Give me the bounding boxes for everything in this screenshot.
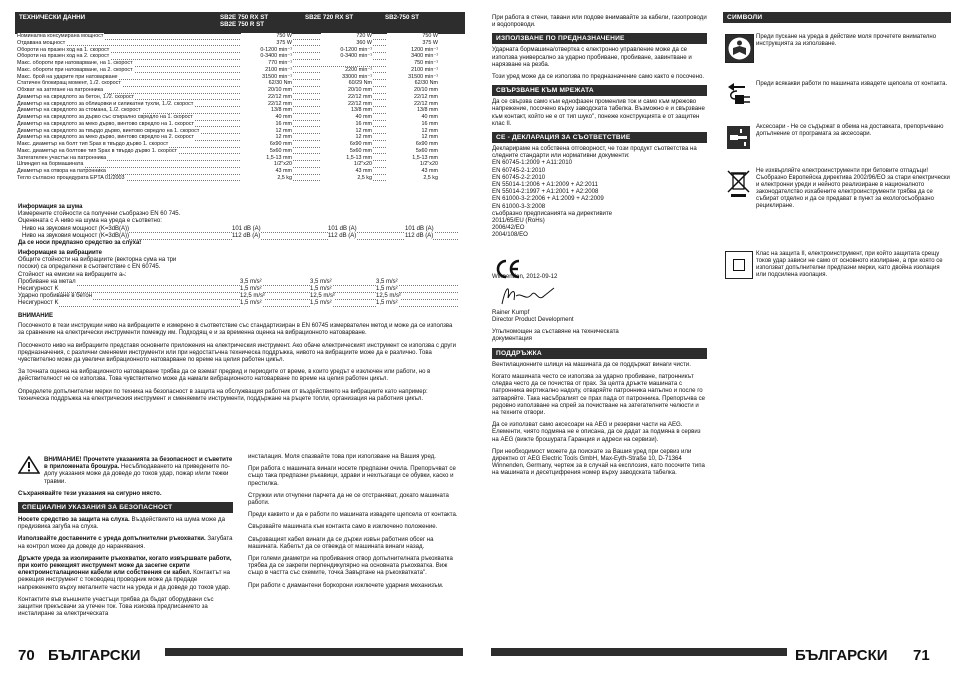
spec-row: Диаметър на свредлото за бетон, 1./2. скорост 22/12 mm 22/12 mm 22/12 mm (17, 93, 438, 100)
auth-line1: Упълномощен за съставяне на техническата (492, 328, 619, 336)
spec-row: Диаметър на свредлото за меко дърво, винтово свредло на 2. скорост 12 mm 12 mm 12 mm (17, 134, 438, 141)
standard-item: съобразно предписанията на директивите (492, 209, 613, 217)
safety-warning: ВНИМАНИЕ! Прочетете указанията за безопасност и съветите в приложената брошура. Несъблюдаването на приведените по-долу указания може да доведе до токов удар, пожар и/или тежки травми. (18, 456, 233, 485)
spec-col2: SB2E 720 RX ST (305, 14, 354, 21)
spec-row-label: Обороти на празен ход на 1. скорост (17, 46, 110, 53)
spec-row: Обороти на празен ход на 2. скорост 0-3400 min⁻¹ 0-3400 min⁻¹ 3400 min⁻¹ (17, 53, 438, 60)
spec-row: Макс. диаметър на болтове тип Spax в твърдо дърво 1. скорост 5x60 mm 5x60 mm 5x60 mm (17, 147, 438, 154)
spec-row: Статичен блокиращ момент, 1./2. скорост 62/30 Nm 60/29 Nm 62/30 Nm (17, 80, 438, 87)
standard-item: EN 55014-2:1997 + A1:2001 + A2:2008 (492, 188, 599, 196)
language-label-left: БЪЛГАРСКИ (48, 647, 141, 664)
spec-row-label: Макс. обороти при натоварване, на 2. скорост (17, 66, 133, 73)
attention-heading: ВНИМАНИЕ (18, 313, 53, 319)
language-label-right: БЪЛГАРСКИ (795, 647, 888, 664)
spec-row-label: Макс. обороти при натоварване, на 1. скорост (17, 60, 133, 66)
spec-table-header (15, 12, 465, 34)
spec-table (15, 33, 465, 182)
spec-row: Шпиндел на бормашината 1/2"x20 1/2"x20 1/2"x20 (17, 161, 438, 168)
spec-col3: SB2-750 ST (385, 14, 420, 21)
standard-item: EN 60745-1:2009 + A11:2010 (492, 159, 573, 167)
noise-heading: Информация за шума (18, 204, 83, 210)
safety-item-4: Контактите във външните участъци трябва да бъдат оборудвани със защитни прекъсвачи за утечен ток. Това изисква предписанието за инсталиране за електрическата (18, 595, 214, 618)
noise-row-1: Ниво на звуковия мощност (K=3dB(A)) 101 dB (A) 101 dB (A) 101 dB (A) (22, 226, 458, 233)
safety-item-3: Дръжте уреда за изолираните ръкохватки, когато извършвате работи, при които режещият инструмент може да засегне скрити електроинсталационни кабели или собствения си кабел. Контактът на режещия инструмент с тоководещ проводник може да предаде напрежението върху металните части на уреда и да доведе до токов удар. (18, 554, 232, 591)
auth-line2: документация (492, 335, 532, 343)
spec-row: Диаметър на свредлото за меко дърво, винтово свредло на 1. скорост 16 mm 16 mm 16 mm (17, 120, 438, 127)
spec-row: Диаметър на свредлото за твърдо дърво, винтово свредло на 1. скорост 12 mm 12 mm 12 mm (17, 127, 438, 134)
spec-row-label: Макс. диаметър на болтове тип Spax в твърдо дърво 1. скорост (17, 147, 178, 154)
safety-section-header: СПЕЦИАЛНИ УКАЗАНИЯ ЗА БЕЗОПАСНОСТ (18, 502, 233, 513)
standard-item: 2004/108/EO (492, 231, 528, 239)
safety-c2-p2: При работа с машината винаги носете предпазни очила. Препоръчват се също така предпазни ръкавици, здрави и нехлъзгащи се обувки, каско и престилка. (248, 465, 456, 487)
standard-item: EN 60745-2-1:2010 (492, 166, 546, 174)
attention-p1: Посоченото в тези инструкции ниво на вибрациите е измерено в съответствие със стандартизиран в EN 60745 измервателен метод и може да се използва за сравнение на електрически инструменти помежду им. Подходящ е и за временна оценка на вибрационното натоварване. (18, 323, 453, 337)
maint-p4: При необходимост можете да поискате за Вашия уред при сервиз или директно от AEG Electric Tools GmbH, Max-Eyth-Straße 10, D-71364 Winnenden, Germany, чертеж за в случай на експлозия, като посочите типа на машината и десетцифрения номер върху заводската табелка. (492, 447, 705, 477)
ce-mark-icon (494, 258, 522, 280)
vibration-row: Пробиване на метал 3,5 m/s² 3,5 m/s² 3,5 m/s² (18, 279, 458, 286)
vibration-row: Ударно пробиване в бетон 12,5 m/s² 12,5 m/s² 12,5 m/s² (18, 293, 458, 300)
crossed-bin-icon (725, 168, 752, 195)
spec-row-label: Макс. диаметър на болт тип Spax в твърдо дърво 1. скорост (17, 141, 169, 147)
signature (498, 282, 558, 308)
protection-class-2-icon (725, 251, 753, 279)
symbol-text-manual: Преди пускане на уреда в действие моля прочетете внимателно инструкцията за използване. (756, 34, 937, 48)
spec-row-label: Отдавана мощност (17, 39, 66, 46)
spec-row: Отдавана мощност 375 W 360 W 375 W (17, 39, 438, 46)
attention-p4: Определете допълнителни мерки по техника на безопасност в защита на обслужващия работник от въздействието на вибрациите като например: техническа поддръжка на електрическия инструмент и сменяемите инструменти, поддържане на ръцете топли, организация на работния цикъл. (18, 388, 428, 402)
attention-p2: Посоченото ниво на вибрациите представя основните приложения на електрическия инструмент. Ако обаче електрическият инструмент се използва с други предназначения, с различни сменяеми инструменти или при недостатъчна техническа поддръжка, нивото на вибрациите може да е различно. Това чувствително може да увеличи вибрационното натоварване по време на целия работен цикъл. (18, 342, 456, 364)
noise-line2: Оценената с А ниво на шума на уреда е съответно: (18, 218, 162, 225)
standard-item: EN 60745-2-2:2010 (492, 173, 546, 181)
declaration-text: Декларираме на собствена отговорност, че този продукт съответства на следните стандарти или нормативни документи: (492, 145, 697, 160)
spec-row-label: Номинална консумирана мощност (17, 33, 104, 39)
spec-row-label: Диаметър на свредлото за бетон, 1./2. скорост (17, 93, 135, 100)
symbol-text-plug: Преди всякакви работи по машината извадете щепсела от контакта. (756, 81, 948, 87)
spec-row: Макс. диаметър на болт тип Spax в твърдо дърво 1. скорост 6x90 mm 6x90 mm 6x90 mm (17, 141, 438, 147)
spec-row-label: Шпиндел на бормашината (17, 161, 84, 168)
symbols-header: СИМВОЛИ (723, 12, 951, 23)
spec-row-label: Диаметър на свредлото за меко дърво, винтово свредло на 2. скорост (17, 134, 194, 141)
maint-p2: Когато машината често се използва за ударно пробиване, патронникът следва често да се почиства от прах. За целта дръжте машината с патронника вертикално надолу, отваряйте патронника напълно и после го затваряйте. Така насъбралият се прах пада от патронника. Препоръчва се редовно използване на спрей за почистване на затегателните челюсти и на техните отвори. (492, 372, 706, 416)
safety-c2-p1: инсталация. Моля спазвайте това при използване на Вашия уред. (248, 453, 436, 460)
spec-row: Диаметър на отвора на патронника 43 mm 43 mm 43 mm (17, 168, 438, 174)
mains-header: СВЪРЗВАНЕ КЪМ МРЕЖАТА (492, 85, 707, 96)
spec-row: Макс. обороти при натоварване, на 1. скорост 770 min⁻¹ 750 min⁻¹ (17, 60, 438, 66)
vibration-heading: Информация за вибрациите (18, 250, 102, 256)
spec-row: Обхват на затягане на патронника 20/10 mm 20/10 mm 20/10 mm (17, 87, 438, 93)
safety-col-1 (18, 456, 233, 622)
page-number-right: 71 (913, 647, 930, 664)
noise-row-2: Ниво на звуковия мощност (K=3dB(A)) 112 dB (A) 112 dB (A) 112 dB (A) (22, 233, 458, 240)
declaration-header: СЕ - ДЕКЛАРАЦИЯ ЗА СЪОТВЕТСТВИЕ (492, 132, 707, 143)
safety-item-2: Използвайте доставените с уреда допълнителни ръкохватки. Загубата на контрол може да доведе до наранявания. (18, 535, 233, 550)
attention-p3: За точната оценка на вибрационното натоварване трябва да се вземат предвид и периодите от време, в които уредът е изключен или работи, но в действителност не се използва. Това чувствително може да намали вибрационното натоварване по време на целия работен цикъл. (18, 369, 431, 383)
spec-row-label: Затегателен участък на патронника (17, 154, 107, 161)
spec-row: Диаметър на свредлото за дърво със спирално свредло на 1. скорост 40 mm 40 mm 40 mm (17, 114, 438, 120)
spec-row-label: Макс. брой на ударите при натоварване (17, 73, 118, 80)
intro-text: При работа в стени, тавани или подове внимавайте за кабели, газопроводи и водопроводи. (492, 14, 707, 29)
place-date: Winnenden, 2012-09-12 (492, 272, 558, 280)
spec-row-label: Диаметър на свредлото за меко дърво, винтово свредло на 1. скорост (17, 120, 194, 127)
spec-row-label: Обороти на празен ход на 2. скорост (17, 53, 110, 60)
spec-row-label: Обхват на затягане на патронника (17, 87, 104, 93)
spec-row-label: Статичен блокиращ момент, 1./2. скорост (17, 80, 121, 87)
vibration-row: Несигурност K 1,5 m/s² 1,5 m/s² 1,5 m/s² (18, 286, 458, 293)
accessory-icon (725, 124, 752, 151)
maintenance-header: ПОДДРЪЖКА (492, 348, 707, 359)
safety-c2-p6: Свързващият кабел винаги да се държи извън работния обсег на машината. Кабелът да се отвежда от машината винаги назад. (248, 535, 434, 550)
unplug-icon (725, 81, 752, 108)
use-p2: Този уред може да се използва по предназначение само както е посочено. (492, 73, 705, 81)
use-header: ИЗПОЛЗВАНЕ ПО ПРЕДНАЗНАЧЕНИЕ (492, 33, 707, 44)
vibration-line1: Общите стойности на вибрациите (векторна сума на три (18, 257, 177, 264)
use-p1: Ударната бормашина/отвертка с електронно управление може да се използва универсално за ударно пробиване, пробиване, завинтване и нарязване на резба. (492, 46, 692, 68)
signer-role: Director Product Development (492, 316, 574, 324)
spec-col1: SB2E 750 RX ST (220, 14, 269, 21)
symbol-text-accessory: Аксесоари - Не се съдържат в обема на доставката, препоръчвано допълнение от програмата за аксесоари. (756, 124, 944, 138)
spec-row: Затегателен участък на патронника 1,5-13 mm 1,5-13 mm 1,5-13 mm (17, 154, 438, 161)
safety-col-2 (248, 453, 462, 594)
spec-row: Тегло съгласно процедурата EPTA 01/2003 2,5 kg 2,5 kg 2,5 kg (17, 174, 438, 181)
vibration-line3: Стойност на емисии на вибрациите aₕ: (18, 271, 127, 278)
maint-p1: Вентилационните шлици на машината да се поддържат винаги чисти. (492, 360, 691, 368)
mains-text: Да се свързва само към еднофазен променлив ток и само към мрежово напрежение, посочено върху заводската табелка. Възможно е и свързване към контакт, който не е от тип шуко", понеже конструкцията е от защитен клас II. (492, 98, 705, 127)
right-text-column (492, 14, 707, 482)
spec-row-label: Тегло съгласно процедурата EPTA 01/2003 (17, 174, 125, 181)
spec-row: Макс. брой на ударите при натоварване 31500 min⁻¹ 33000 min⁻¹ 31500 min⁻¹ (17, 73, 438, 80)
spec-title: ТЕХНИЧЕСКИ ДАННИ (19, 14, 86, 21)
standard-item: 2011/65/EU (RoHs) (492, 217, 545, 225)
standard-item: EN 61000-3-2:2006 + A1:2009 + A2:2009 (492, 195, 604, 203)
standard-item: EN 61000-3-3:2008 (492, 202, 546, 210)
signer-name: Rainer Kumpf (492, 308, 530, 316)
spec-row-label: Диаметър на свредлото за облицовки и силикатни тухли, 1./2. скорост (17, 100, 194, 107)
standard-item: 2006/42/EO (492, 224, 525, 232)
vibration-line2: посоки) са определени в съответствие с EN 60745. (18, 264, 161, 271)
footer-bar-right (491, 648, 787, 656)
symbol-text-disposal: Не изхвърляйте електроинструменти при битовите отпадъци! Съобразно Европейска директива 2002/96/ЕО за стари електрически и електронни уреди и нейното реализиране в националното законодателство изхабените електроинструменти трябва да се събират отделно и да се предават в пункт за екологосъобразно рециклиране. (756, 168, 950, 210)
spec-row-label: Диаметър на свредлото за твърдо дърво, винтово свредло на 1. скорост (17, 127, 200, 134)
page-number-left: 70 (18, 647, 35, 664)
safety-c2-p5: Свързвайте машината към контакта само в изключено положение. (248, 523, 438, 531)
noise-warning: Да се носи предпазно средство за слуха! (18, 239, 142, 246)
vibration-row: Несигурност K 1,5 m/s² 1,5 m/s² 1,5 m/s² (18, 300, 458, 307)
safety-c2-p3: Стружки или отчупени парчета да не се отстраняват, докато машината работи. (248, 491, 449, 507)
symbol-text-class2: Клас на защита II, електроинструмент, при който защитата срещу токов удар зависи не само от основното изолиране, а при която се използват допълнителни предпазни мерки, като двойна изолация или подсилена изолация. (756, 251, 943, 279)
spec-row: Номинална консумирана мощност 750 W 720 W 750 W (17, 33, 438, 39)
safety-keep: Съхранявайте тези указания на сигурно място. (18, 489, 162, 497)
spec-row: Диаметър на свредлото за стомана, 1./2. скорост 13/8 mm 13/8 mm 13/8 mm (17, 107, 438, 114)
spec-row: Обороти на празен ход на 1. скорост 0-1200 min⁻¹ 0-1200 min⁻¹ 1200 min⁻¹ (17, 46, 438, 53)
right-page (477, 0, 954, 677)
spec-row-label: Диаметър на свредлото за дърво със спирално свредло на 1. скорост (17, 114, 193, 120)
vibration-block (18, 250, 458, 307)
footer-bar-left (165, 648, 463, 656)
spec-row-label: Диаметър на отвора на патронника (17, 168, 106, 174)
standards-list (492, 159, 707, 238)
spec-col1b: SB2E 750 R ST (220, 21, 265, 28)
standard-item: EN 55014-1:2006 + A1:2009 + A2:2011 (492, 181, 598, 189)
warning-triangle-icon (18, 456, 40, 474)
spec-row-label: Диаметър на свредлото за стомана, 1./2. скорост (17, 107, 141, 114)
safety-c2-p7: При големи диаметри на пробивания отвор допълнителната ръкохватка трябва да се закрепи перпендикулярно на основната ръкохватка. Виж също в частта със схемите, точка Завъртане на ръкохватката". (248, 555, 453, 577)
maint-p3: Да се използват само аксесоари на AEG и резервни части на AEG. Елементи, чиято подмяна не е описана, да се дадат за подмяна в сервиз на AEG (вижте брошурата Гаранция и адреси на сервизи). (492, 421, 701, 443)
safety-c2-p4: Преди каквито и да е работи по машината извадете щепсела от контакта. (248, 511, 458, 519)
spec-row: Диаметър на свредлото за облицовки и силикатни тухли, 1./2. скорост 22/12 mm 22/12 mm 22/12 mm (17, 100, 438, 107)
attention-block (18, 313, 458, 408)
noise-line1: Измерените стойности са получени съобразно EN 60 745. (18, 211, 181, 218)
read-manual-icon (725, 34, 754, 63)
spec-row: Макс. обороти при натоварване, на 2. скорост 2100 min⁻¹ 2200 min⁻¹ 2100 min⁻¹ (17, 66, 438, 73)
safety-c2-p8: При работи с диамантени боркорони изключете ударния механизъм. (248, 581, 444, 589)
noise-block (18, 204, 458, 247)
safety-item-1: Носете средство за защита на слуха. Въздействието на шума може да предизвика загуба на слуха. (18, 516, 226, 531)
